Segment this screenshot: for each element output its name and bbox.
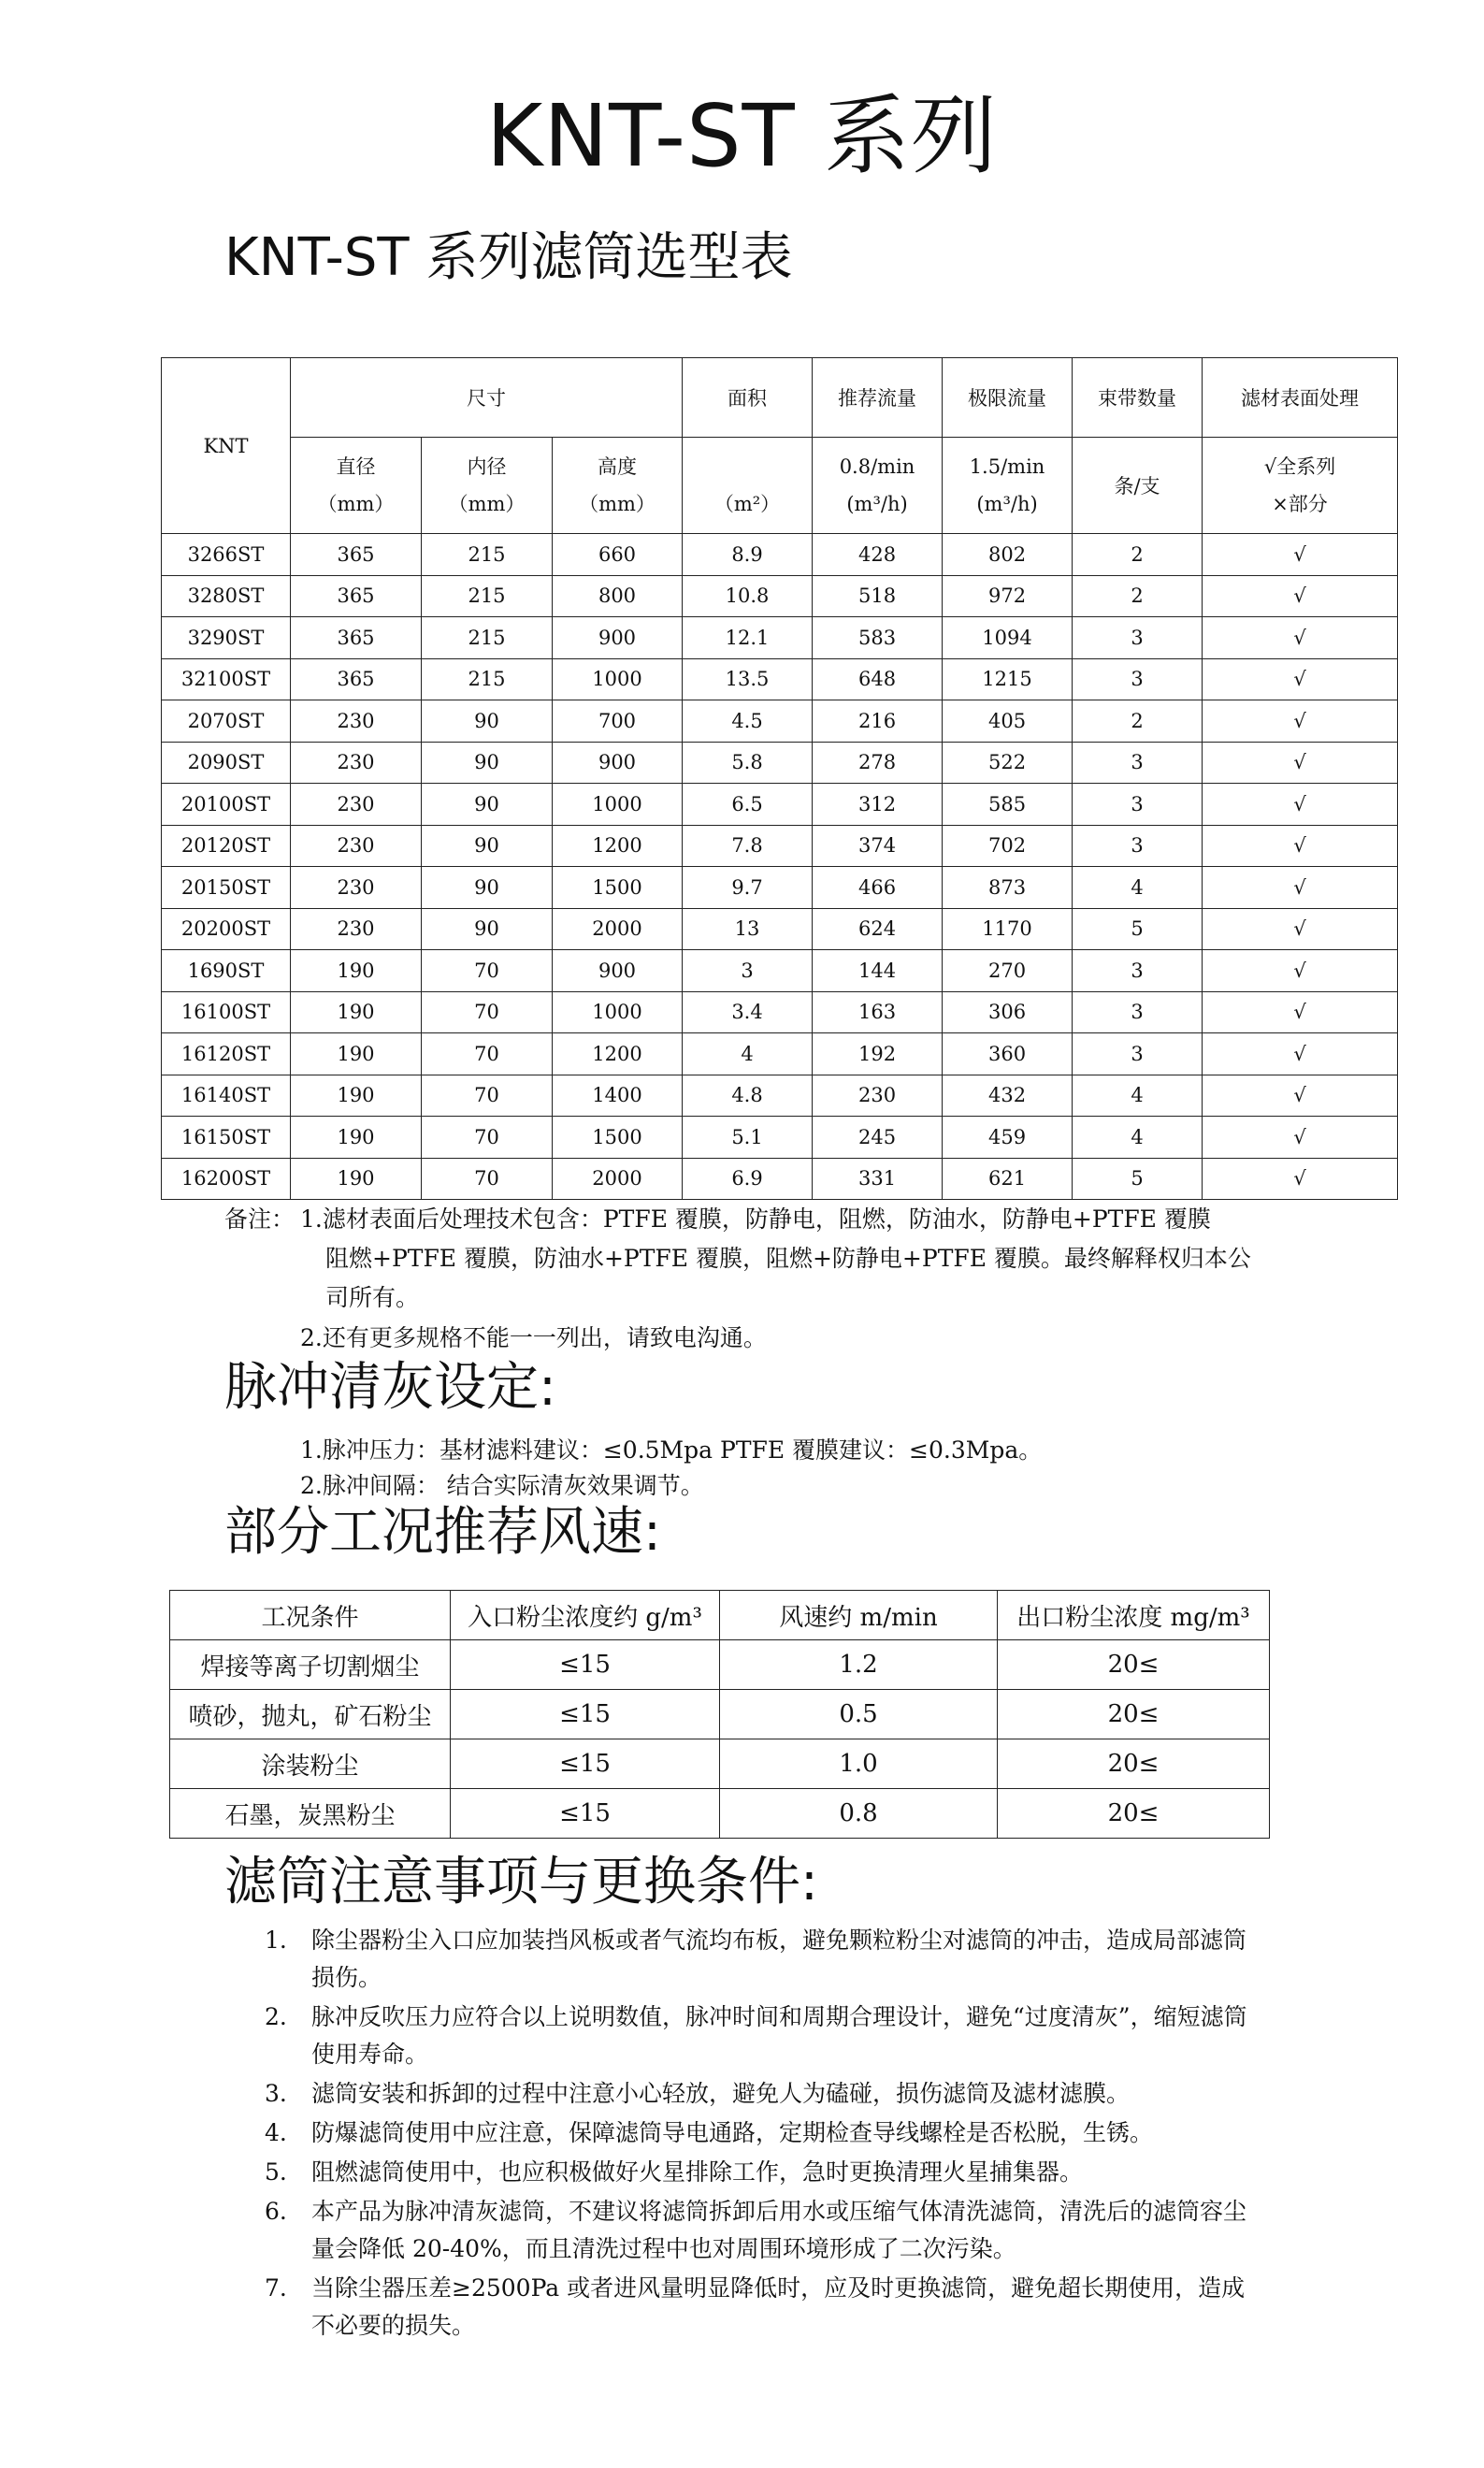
table-cell: 331 — [813, 1158, 943, 1200]
table-cell: 278 — [813, 742, 943, 784]
table-cell: 3266ST — [162, 534, 291, 576]
table-cell: √ — [1203, 784, 1398, 826]
table-cell: 621 — [943, 1158, 1073, 1200]
table-cell: 2 — [1073, 534, 1203, 576]
list-item-number: 4. — [265, 2119, 287, 2146]
table-cell: 90 — [422, 825, 553, 867]
table-header-cell: 工况条件 — [170, 1591, 451, 1640]
table-cell: 2 — [1073, 575, 1203, 617]
table-cell: 1.0 — [720, 1739, 998, 1789]
table-cell: 6.9 — [683, 1158, 813, 1200]
table-header-cell: 风速约 m/min — [720, 1591, 998, 1640]
table-cell: 230 — [291, 825, 422, 867]
table-cell: √ — [1203, 1075, 1398, 1117]
list-item-text: 除尘器粉尘入口应加装挡风板或者气流均布板，避免颗粒粉尘对滤筒的冲击，造成局部滤筒损伤。 — [311, 1927, 1247, 1991]
table-cell: 624 — [813, 908, 943, 950]
list-item-number: 3. — [265, 2080, 287, 2107]
table-cell: 802 — [943, 534, 1073, 576]
list-item — [265, 2270, 1265, 2345]
table-row — [170, 1789, 1270, 1839]
header-surface-legend: √全系列 ×部分 — [1203, 438, 1398, 534]
table-row — [170, 1690, 1270, 1739]
table-cell: 20≤ — [998, 1789, 1270, 1839]
table-cell: 900 — [553, 950, 683, 992]
page-title: KNT-ST 系列 — [486, 86, 998, 186]
header-rec-flow-speed: 0.8/min (m³/h) — [813, 438, 943, 534]
table-cell: √ — [1203, 1158, 1398, 1200]
table-cell: 190 — [291, 950, 422, 992]
table-cell: √ — [1203, 1117, 1398, 1159]
table-cell: 1000 — [553, 991, 683, 1033]
table-cell: 2000 — [553, 908, 683, 950]
table-cell: 13 — [683, 908, 813, 950]
table-cell: 230 — [291, 867, 422, 909]
table-cell: 3 — [1073, 825, 1203, 867]
table-cell: √ — [1203, 825, 1398, 867]
table-cell: 144 — [813, 950, 943, 992]
table-cell: 90 — [422, 700, 553, 743]
table-cell: ≤15 — [451, 1690, 720, 1739]
table-cell: 306 — [943, 991, 1073, 1033]
list-item-number: 1. — [265, 1927, 287, 1954]
table-cell: 873 — [943, 867, 1073, 909]
table-cell: 70 — [422, 1033, 553, 1075]
list-item — [265, 2193, 1265, 2268]
table-cell: 3 — [1073, 617, 1203, 659]
table-row — [162, 1075, 1398, 1117]
note-item-1: 1.滤材表面后处理技术包含：PTFE 覆膜，防静电，阻燃，防油水，防静电+PTFE 覆膜 阻燃+PTFE 覆膜，防油水+PTFE 覆膜，阻燃+防静电+PTFE 覆膜。最终解释权归本公 司所有。 — [300, 1205, 1251, 1311]
care-list — [265, 1922, 1265, 2346]
table-cell: 3280ST — [162, 575, 291, 617]
wind-table-body — [170, 1591, 1270, 1839]
table-cell: 700 — [553, 700, 683, 743]
table-cell: √ — [1203, 700, 1398, 743]
list-item — [265, 2075, 1265, 2113]
table-cell: 90 — [422, 908, 553, 950]
table-cell: 585 — [943, 784, 1073, 826]
table-cell: 365 — [291, 534, 422, 576]
list-item-number: 5. — [265, 2158, 287, 2186]
table-cell: 13.5 — [683, 658, 813, 700]
care-title: 滤筒注意事项与更换条件: — [224, 1852, 818, 1912]
table-cell: 5.1 — [683, 1117, 813, 1159]
table-cell: 焊接等离子切割烟尘 — [170, 1640, 451, 1690]
table-row — [162, 575, 1398, 617]
table-row — [162, 700, 1398, 743]
table-cell: 432 — [943, 1075, 1073, 1117]
table-cell: 466 — [813, 867, 943, 909]
table-cell: 216 — [813, 700, 943, 743]
table-cell: 10.8 — [683, 575, 813, 617]
list-item-number: 6. — [265, 2198, 287, 2225]
table-cell: 360 — [943, 1033, 1073, 1075]
spec-table-body — [162, 534, 1398, 1200]
table-cell: 230 — [813, 1075, 943, 1117]
header-area-unit: （m²） — [683, 438, 813, 534]
table-cell: 9.7 — [683, 867, 813, 909]
table-cell: 4 — [683, 1033, 813, 1075]
list-item-text: 本产品为脉冲清灰滤筒，不建议将滤筒拆卸后用水或压缩气体清洗滤筒，清洗后的滤筒容尘量会降低 20-40%，而且清洗过程中也对周围环境形成了二次污染。 — [311, 2198, 1247, 2262]
table-cell: 230 — [291, 784, 422, 826]
spec-table — [161, 357, 1398, 1200]
table-cell: 4.8 — [683, 1075, 813, 1117]
header-height: 高度 （mm） — [553, 438, 683, 534]
pulse-item-1: 1.脉冲压力：基材滤料建议：≤0.5Mpa PTFE 覆膜建议：≤0.3Mpa。 — [300, 1436, 1043, 1464]
header-outer-diameter: 直径 （mm） — [291, 438, 422, 534]
table-cell: 16120ST — [162, 1033, 291, 1075]
table-cell: 20120ST — [162, 825, 291, 867]
table-cell: 4 — [1073, 867, 1203, 909]
table-cell: 0.8 — [720, 1789, 998, 1839]
table-cell: 1500 — [553, 1117, 683, 1159]
table-cell: 1000 — [553, 784, 683, 826]
header-bands-unit: 条/支 — [1073, 438, 1203, 534]
header-area: 面积 — [683, 358, 813, 438]
table-cell: 518 — [813, 575, 943, 617]
table-cell: 312 — [813, 784, 943, 826]
table-cell: 163 — [813, 991, 943, 1033]
table-cell: ≤15 — [451, 1739, 720, 1789]
table-row — [162, 1033, 1398, 1075]
table-header-cell: 出口粉尘浓度 mg/m³ — [998, 1591, 1270, 1640]
table-header-cell: 入口粉尘浓度约 g/m³ — [451, 1591, 720, 1640]
table-cell: √ — [1203, 867, 1398, 909]
table-cell: 660 — [553, 534, 683, 576]
table-row — [170, 1739, 1270, 1789]
table-cell: 90 — [422, 784, 553, 826]
header-bands: 束带数量 — [1073, 358, 1203, 438]
table-cell: 1690ST — [162, 950, 291, 992]
table-cell: √ — [1203, 534, 1398, 576]
table-cell: 1000 — [553, 658, 683, 700]
table-cell: 192 — [813, 1033, 943, 1075]
table-cell: 1.2 — [720, 1640, 998, 1690]
table-cell: 5.8 — [683, 742, 813, 784]
table-cell: 2000 — [553, 1158, 683, 1200]
table-cell: 230 — [291, 700, 422, 743]
table-cell: 374 — [813, 825, 943, 867]
table-cell: 6.5 — [683, 784, 813, 826]
table-cell: 3 — [1073, 991, 1203, 1033]
table-cell: 3 — [1073, 658, 1203, 700]
table-cell: 2090ST — [162, 742, 291, 784]
table-cell: 喷砂，抛丸，矿石粉尘 — [170, 1690, 451, 1739]
table-cell: 365 — [291, 617, 422, 659]
table-cell: 3.4 — [683, 991, 813, 1033]
pulse-item-2: 2.脉冲间隔： 结合实际清灰效果调节。 — [300, 1472, 704, 1499]
table-cell: √ — [1203, 950, 1398, 992]
table-cell: 190 — [291, 1158, 422, 1200]
pulse-title: 脉冲清灰设定: — [224, 1357, 556, 1418]
table-cell: 20100ST — [162, 784, 291, 826]
table-row — [162, 617, 1398, 659]
table-cell: 190 — [291, 1033, 422, 1075]
table-cell: 230 — [291, 908, 422, 950]
notes-label: 备注： — [224, 1205, 295, 1233]
table-header-row — [170, 1591, 1270, 1640]
table-cell: 4 — [1073, 1075, 1203, 1117]
table-cell: 0.5 — [720, 1690, 998, 1739]
table-cell: 702 — [943, 825, 1073, 867]
table-cell: √ — [1203, 575, 1398, 617]
wind-table — [169, 1590, 1270, 1839]
table-cell: 12.1 — [683, 617, 813, 659]
list-item — [265, 2114, 1265, 2152]
table-cell: 648 — [813, 658, 943, 700]
table-cell: 涂装粉尘 — [170, 1739, 451, 1789]
list-item-text: 滤筒安装和拆卸的过程中注意小心轻放，避免人为磕碰，损伤滤筒及滤材滤膜。 — [311, 2080, 1131, 2107]
table-cell: 5 — [1073, 1158, 1203, 1200]
list-item — [265, 2154, 1265, 2191]
table-cell: 3 — [1073, 950, 1203, 992]
table-cell: 8.9 — [683, 534, 813, 576]
list-item-text: 脉冲反吹压力应符合以上说明数值，脉冲时间和周期合理设计，避免“过度清灰”，缩短滤筒使用寿命。 — [311, 2003, 1247, 2068]
table-cell: √ — [1203, 617, 1398, 659]
table-row — [162, 1117, 1398, 1159]
table-cell: 3 — [683, 950, 813, 992]
table-row — [162, 534, 1398, 576]
table-cell: 215 — [422, 534, 553, 576]
wind-title: 部分工况推荐风速: — [224, 1502, 661, 1563]
list-item-text: 阻燃滤筒使用中，也应积极做好火星排除工作，急时更换清理火星捕集器。 — [311, 2158, 1084, 2186]
table-cell: 70 — [422, 1117, 553, 1159]
table-cell: 2070ST — [162, 700, 291, 743]
table-cell: 245 — [813, 1117, 943, 1159]
header-surface: 滤材表面处理 — [1203, 358, 1398, 438]
table-cell: 石墨，炭黑粉尘 — [170, 1789, 451, 1839]
table-cell: √ — [1203, 658, 1398, 700]
table-cell: 90 — [422, 742, 553, 784]
table-cell: 190 — [291, 1075, 422, 1117]
table-cell: 70 — [422, 991, 553, 1033]
table-cell: ≤15 — [451, 1789, 720, 1839]
list-item-text: 当除尘器压差≥2500Pa 或者进风量明显降低时，应及时更换滤筒，避免超长期使用，造成不必要的损失。 — [311, 2274, 1246, 2339]
list-item — [265, 1999, 1265, 2073]
table-row — [162, 658, 1398, 700]
header-max-flow-speed: 1.5/min (m³/h) — [943, 438, 1073, 534]
table-cell: 20200ST — [162, 908, 291, 950]
table-cell: √ — [1203, 1033, 1398, 1075]
table-cell: 405 — [943, 700, 1073, 743]
table-cell: √ — [1203, 991, 1398, 1033]
table-cell: 900 — [553, 617, 683, 659]
table-row — [162, 867, 1398, 909]
table-cell: 972 — [943, 575, 1073, 617]
table-row — [162, 742, 1398, 784]
table-cell: 428 — [813, 534, 943, 576]
table-row — [162, 991, 1398, 1033]
table-row — [162, 784, 1398, 826]
table-cell: 215 — [422, 658, 553, 700]
table-cell: 1200 — [553, 825, 683, 867]
header-size: 尺寸 — [291, 358, 683, 438]
table-cell: 583 — [813, 617, 943, 659]
table-cell: 522 — [943, 742, 1073, 784]
table-cell: ≤15 — [451, 1640, 720, 1690]
table-cell: 16150ST — [162, 1117, 291, 1159]
table-cell: 459 — [943, 1117, 1073, 1159]
table-cell: √ — [1203, 742, 1398, 784]
note-item-2: 2.还有更多规格不能一一列出，请致电沟通。 — [300, 1324, 767, 1351]
table-cell: 16200ST — [162, 1158, 291, 1200]
table-cell: 365 — [291, 575, 422, 617]
table-cell: 2 — [1073, 700, 1203, 743]
table-cell: 70 — [422, 1158, 553, 1200]
table-cell: 20≤ — [998, 1739, 1270, 1789]
table-cell: 900 — [553, 742, 683, 784]
table-cell: 1094 — [943, 617, 1073, 659]
list-item-number: 7. — [265, 2274, 287, 2302]
list-item — [265, 1922, 1265, 1997]
table-row — [162, 908, 1398, 950]
table-cell: 1400 — [553, 1075, 683, 1117]
table-cell: √ — [1203, 908, 1398, 950]
table-cell: 3 — [1073, 784, 1203, 826]
table-cell: 3 — [1073, 742, 1203, 784]
section-title: KNT-ST 系列滤筒选型表 — [224, 227, 793, 288]
table-cell: 20150ST — [162, 867, 291, 909]
table-cell: 270 — [943, 950, 1073, 992]
list-item-text: 防爆滤筒使用中应注意，保障滤筒导电通路，定期检查导线螺栓是否松脱，生锈。 — [311, 2119, 1154, 2146]
table-cell: 90 — [422, 867, 553, 909]
table-cell: 3 — [1073, 1033, 1203, 1075]
header-rec-flow: 推荐流量 — [813, 358, 943, 438]
table-cell: 215 — [422, 575, 553, 617]
table-cell: 1500 — [553, 867, 683, 909]
table-cell: 70 — [422, 1075, 553, 1117]
table-cell: 1170 — [943, 908, 1073, 950]
table-cell: 3290ST — [162, 617, 291, 659]
table-row — [162, 1158, 1398, 1200]
table-row — [162, 950, 1398, 992]
table-cell: 4 — [1073, 1117, 1203, 1159]
table-cell: 20≤ — [998, 1640, 1270, 1690]
header-inner-diameter: 内径 （mm） — [422, 438, 553, 534]
table-cell: 4.5 — [683, 700, 813, 743]
header-max-flow: 极限流量 — [943, 358, 1073, 438]
table-cell: 190 — [291, 1117, 422, 1159]
table-cell: 20≤ — [998, 1690, 1270, 1739]
table-cell: 5 — [1073, 908, 1203, 950]
table-cell: 1200 — [553, 1033, 683, 1075]
table-cell: 365 — [291, 658, 422, 700]
table-cell: 70 — [422, 950, 553, 992]
table-row — [170, 1640, 1270, 1690]
table-cell: 16100ST — [162, 991, 291, 1033]
table-cell: 215 — [422, 617, 553, 659]
table-cell: 1215 — [943, 658, 1073, 700]
table-cell: 800 — [553, 575, 683, 617]
table-cell: 32100ST — [162, 658, 291, 700]
header-model: KNT — [162, 358, 291, 534]
table-row — [162, 825, 1398, 867]
table-cell: 190 — [291, 991, 422, 1033]
table-cell: 230 — [291, 742, 422, 784]
table-cell: 16140ST — [162, 1075, 291, 1117]
list-item-number: 2. — [265, 2003, 287, 2030]
table-cell: 7.8 — [683, 825, 813, 867]
